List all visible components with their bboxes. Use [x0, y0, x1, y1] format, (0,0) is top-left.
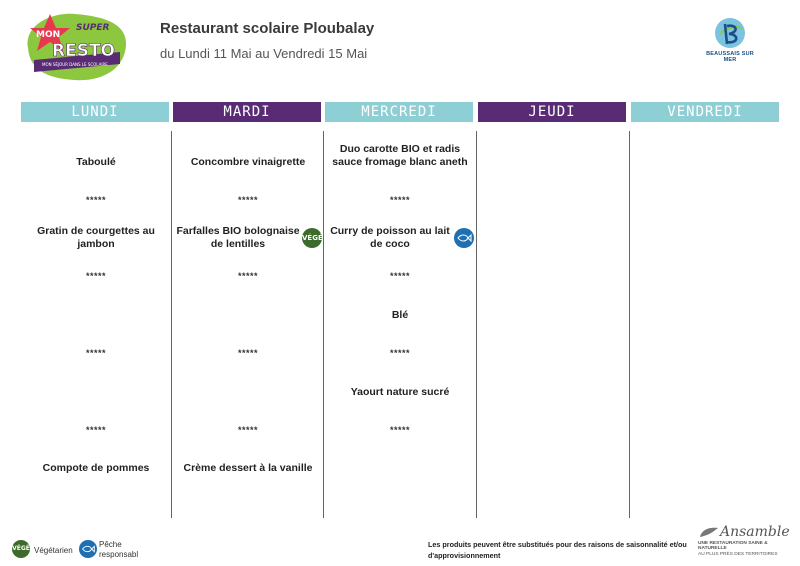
page-subtitle: du Lundi 11 Mai au Vendredi 15 Mai: [160, 46, 368, 61]
column-divider: [171, 131, 172, 518]
brand-tagline: UNE RESTAURATION SAINE & NATURELLE: [698, 541, 768, 551]
town-emblem-icon: [713, 16, 747, 50]
column-divider: [476, 131, 477, 518]
svg-text:MON SÉJOUR DANS LE SCOLAIRE: MON SÉJOUR DANS LE SCOLAIRE: [42, 62, 108, 67]
legend-fish-icon: [79, 540, 97, 558]
separator: *****: [237, 195, 258, 205]
mercredi-laitage: Yaourt nature sucré: [350, 386, 450, 398]
mardi-entree: Concombre vinaigrette: [190, 156, 306, 168]
day-header-lundi: LUNDI: [21, 102, 169, 122]
legend-vegetarian-icon: VÉGÉ: [12, 540, 30, 558]
mon-super-resto-logo: [20, 8, 132, 86]
ansamble-logo: [698, 524, 790, 557]
mercredi-plat: Curry de poisson au lait de coco: [330, 225, 450, 250]
mardi-plat: Farfalles BIO bolognaise de lentilles: [176, 225, 300, 250]
brand-name: Ansamble: [720, 524, 790, 540]
day-header-mercredi: MERCREDI: [325, 102, 473, 122]
separator: *****: [389, 425, 410, 435]
column-divider: [629, 131, 630, 518]
svg-text:SUPER: SUPER: [76, 23, 110, 33]
svg-text:RESTO: RESTO: [52, 41, 115, 61]
brand-tagline-2: AU PLUS PRÈS DES TERRITOIRES: [698, 552, 778, 557]
separator: *****: [389, 348, 410, 358]
separator: *****: [85, 271, 106, 281]
separator: *****: [237, 425, 258, 435]
mercredi-accompagnement: Blé: [391, 309, 409, 321]
ansamble-leaf-icon: [698, 525, 720, 539]
fish-icon: [454, 228, 474, 248]
separator: *****: [85, 195, 106, 205]
lundi-dessert: Compote de pommes: [42, 462, 150, 474]
column-divider: [323, 131, 324, 518]
legend-fish-label: Pêche responsabl: [99, 540, 139, 559]
page-title: Restaurant scolaire Ploubalay: [160, 20, 375, 37]
substitution-note: Les produits peuvent être substitués pour des raisons de saisonnalité et/ou d'approvisionnement: [428, 540, 687, 560]
separator: *****: [237, 271, 258, 281]
separator: *****: [389, 271, 410, 281]
mardi-dessert: Crème dessert à la vanille: [183, 462, 313, 474]
day-header-jeudi: JEUDI: [478, 102, 626, 122]
town-name: BEAUSSAIS SUR MER: [706, 51, 754, 63]
separator: *****: [389, 195, 410, 205]
day-header-mardi: MARDI: [173, 102, 321, 122]
separator: *****: [85, 425, 106, 435]
separator: *****: [85, 348, 106, 358]
day-header-vendredi: VENDREDI: [631, 102, 779, 122]
lundi-entree: Taboulé: [76, 156, 116, 168]
vegetarian-icon: VÉGÉ: [302, 228, 322, 248]
mercredi-entree: Duo carotte BIO et radis sauce fromage blanc aneth: [332, 143, 468, 168]
lundi-plat: Gratin de courgettes au jambon: [37, 225, 155, 250]
separator: *****: [237, 348, 258, 358]
legend-vegetarian-label: Végétarien: [34, 546, 73, 555]
town-logo: [700, 16, 760, 64]
svg-text:MON: MON: [36, 30, 61, 40]
